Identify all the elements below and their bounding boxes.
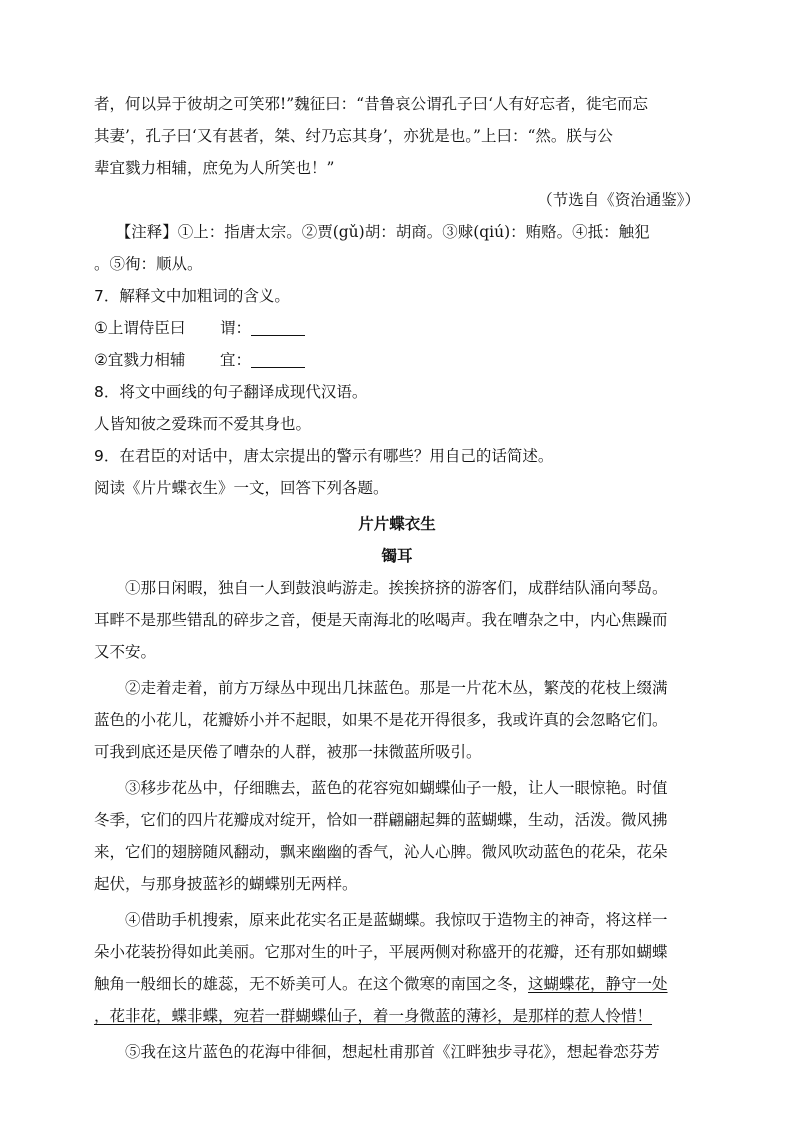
- paragraph-line: [94, 1000, 700, 1032]
- paragraph-line: [94, 968, 700, 1000]
- paragraph-line: ⑤我在这片蓝色的花海中徘徊，想起杜甫那首《江畔独步寻花》，想起眷恋芬芳: [125, 1043, 660, 1061]
- passage-line: 其妻’，孔子曰‘又有甚者，桀、纣乃忘其身’，亦犹是也。”上曰：“然。朕与公: [94, 127, 613, 145]
- paragraph-line: 又不安。: [94, 643, 157, 661]
- article-title: 片片蝶衣生: [358, 514, 436, 533]
- question-9: 9．在君臣的对话中，唐太宗提出的警示有哪些？用自己的话简述。: [94, 447, 554, 465]
- paragraph-line: 朵小花装扮得如此美丽。它那对生的叶子，平展两侧对称盛开的花瓣，还有那如蝴蝶: [94, 943, 668, 961]
- paragraph-line: 冬季，它们的四片花瓣成对绽开，恰如一群翩翩起舞的蓝蝴蝶，生动，活泼。微风拂: [94, 811, 668, 829]
- notes-line: 【注释】①上：指唐太宗。②贾(gǔ)胡：胡商。③赇(qiú)：贿赂。④抵：触犯: [115, 223, 650, 241]
- paragraph-line: 来，它们的翅膀随风翻动，飘来幽幽的香气，沁人心脾。微风吹动蓝色的花朵，花朵: [94, 843, 668, 861]
- answer-blank[interactable]: [251, 317, 305, 336]
- q7-item2-label: 宜：: [220, 351, 252, 369]
- passage-line: 者，何以异于彼胡之可笑邪!”魏征曰：“昔鲁哀公谓孔子曰‘人有好忘者，徙宅而忘: [94, 95, 649, 113]
- question-8-sentence: 人皆知彼之爱珠而不爱其身也。: [94, 415, 312, 433]
- q7-item1-label: 谓：: [220, 319, 252, 337]
- document-content: [94, 88, 700, 1068]
- paragraph-text: 触角一般细长的雄蕊，无不娇美可人。在这个微寒的南国之冬，: [94, 975, 529, 993]
- question-7-item-2: [94, 344, 700, 376]
- paragraph-line: 耳畔不是那些错乱的碎步之音，便是天南海北的吆喝声。我在嘈杂之中，内心焦躁而: [94, 611, 668, 629]
- question-7-item-1: [94, 312, 700, 344]
- passage-source: （节选自《资治通鉴》）: [537, 191, 700, 209]
- question-8: 8．将文中画线的句子翻译成现代汉语。: [94, 383, 368, 401]
- answer-blank[interactable]: [251, 349, 305, 368]
- article-author: 镯耳: [381, 546, 413, 565]
- underlined-sentence: ，花非花，蝶非蝶，宛若一群蝴蝶仙子，着一身微蓝的薄衫，是那样的惹人怜惜！: [94, 1007, 653, 1025]
- paragraph-line: ④借助手机搜索，原来此花实名正是蓝蝴蝶。我惊叹于造物主的神奇，将这样一: [125, 911, 668, 929]
- paragraph-line: 蓝色的小花儿，花瓣娇小并不起眼，如果不是花开得很多，我或许真的会忽略它们。: [94, 711, 668, 729]
- paragraph-line: ②走着走着，前方万绿丛中现出几抹蓝色。那是一片花木丛，繁茂的花枝上缀满: [125, 679, 668, 697]
- paragraph-line: 起伏，与那身披蓝衫的蝴蝶别无两样。: [94, 875, 358, 893]
- q7-item1-text: ①上谓侍臣曰: [94, 319, 186, 337]
- reading-intro: 阅读《片片蝶衣生》一文，回答下列各题。: [94, 479, 389, 497]
- underlined-sentence: 这蝴蝶花，静守一处: [528, 975, 668, 993]
- paragraph-line: ①那日闲暇，独自一人到鼓浪屿游走。挨挨挤挤的游客们，成群结队涌向琴岛。: [125, 579, 668, 597]
- paragraph-line: ③移步花丛中，仔细瞧去，蓝色的花容宛如蝴蝶仙子一般，让人一眼惊艳。时值: [125, 779, 668, 797]
- q7-item2-text: ②宜戮力相辅: [94, 351, 186, 369]
- passage-line: 辈宜戮力相辅，庶免为人所笑也！”: [94, 159, 335, 177]
- paragraph-line: 可我到底还是厌倦了嘈杂的人群，被那一抹微蓝所吸引。: [94, 743, 482, 761]
- question-7: 7．解释文中加粗词的含义。: [94, 287, 290, 305]
- notes-line: 。⑤徇：顺从。: [94, 255, 203, 273]
